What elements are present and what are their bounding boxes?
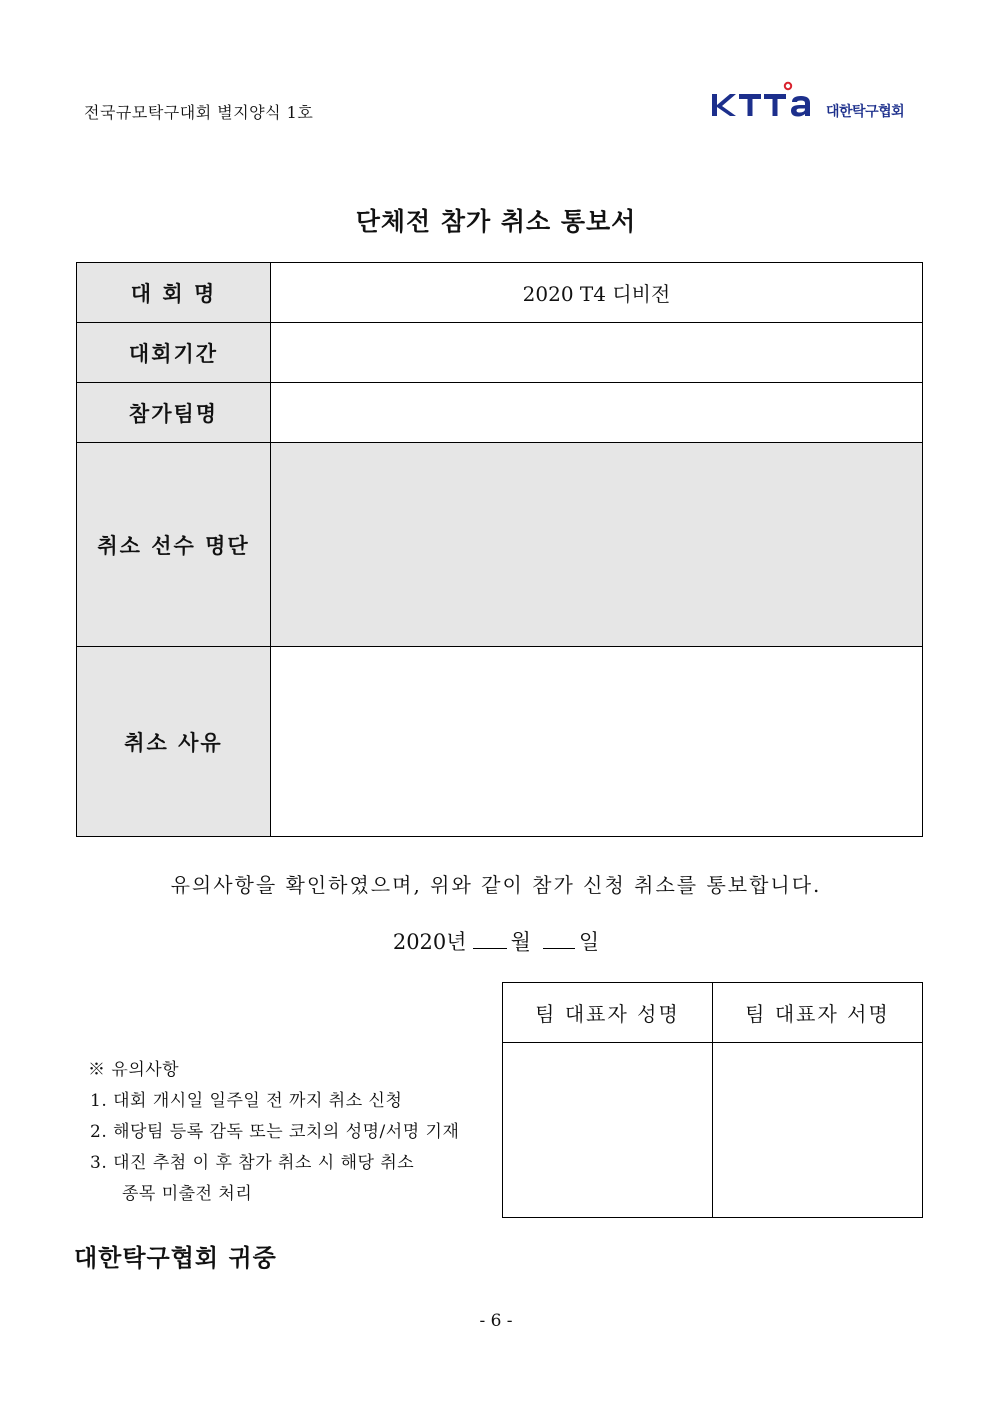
page-number: - 6 -	[479, 1311, 513, 1331]
logo-ball	[785, 83, 791, 89]
rep-name-cell[interactable]	[503, 1043, 713, 1218]
form-label-cancelled-players: 취소 선수 명단	[77, 443, 271, 647]
signature-table	[502, 982, 923, 1218]
month-blank[interactable]	[473, 930, 507, 949]
form-label: 전국규모탁구대회 별지양식 1호	[84, 103, 314, 122]
date-month-suffix: 월	[510, 930, 531, 954]
date-day-suffix: 일	[578, 930, 600, 954]
rep-name-header: 팀 대표자 성명	[503, 983, 713, 1043]
form-label-tournament-period: 대회기간	[77, 323, 271, 383]
notes-title: ※ 유의사항	[88, 1060, 180, 1080]
confirmation-statement: 유의사항을 확인하였으며, 위와 같이 참가 신청 취소를 통보합니다.	[170, 873, 822, 897]
note-item-2: 2. 해당팀 등록 감독 또는 코치의 성명/서명 기재	[90, 1122, 460, 1142]
rep-signature-cell[interactable]	[713, 1043, 923, 1218]
form-value-tournament-name[interactable]: 2020 T4 디비전	[271, 263, 923, 323]
form-row-cancel-reason	[77, 647, 923, 837]
logo-letter-t1	[739, 94, 761, 116]
day-blank[interactable]	[543, 930, 575, 949]
note-item-1: 1. 대회 개시일 일주일 전 까지 취소 신청	[90, 1091, 403, 1111]
logo-letter-k	[712, 94, 736, 116]
form-label-tournament-name: 대 회 명	[77, 263, 271, 323]
signature-header-row	[503, 983, 923, 1043]
logo-subtitle: 대한탁구협회	[826, 104, 905, 120]
form-value-team-name[interactable]	[271, 383, 923, 443]
signature-body-row	[503, 1043, 923, 1218]
form-label-team-name: 참가팀명	[77, 383, 271, 443]
form-row-team-name	[77, 383, 923, 443]
form-value-cancelled-players[interactable]	[271, 443, 923, 647]
form-row-cancelled-players	[77, 443, 923, 647]
form-row-tournament-name	[77, 263, 923, 323]
form-value-tournament-period[interactable]	[271, 323, 923, 383]
addressee: 대한탁구협회 귀중	[74, 1243, 277, 1272]
date-year: 2020년	[392, 930, 467, 954]
note-item-3: 3. 대진 추첨 이 후 참가 취소 시 해당 취소	[90, 1153, 415, 1173]
form-label-cancel-reason: 취소 사유	[77, 647, 271, 837]
notes-section	[88, 1055, 459, 1210]
form-row-tournament-period	[77, 323, 923, 383]
cancellation-form-table	[76, 262, 923, 837]
note-item-3-continuation: 종목 미출전 처리	[122, 1184, 253, 1204]
form-value-cancel-reason[interactable]	[271, 647, 923, 837]
document-title: 단체전 참가 취소 통보서	[355, 207, 637, 236]
date-line	[0, 926, 992, 956]
rep-signature-header: 팀 대표자 서명	[713, 983, 923, 1043]
logo-letter-a	[791, 96, 810, 117]
logo-letter-t2	[764, 94, 786, 116]
